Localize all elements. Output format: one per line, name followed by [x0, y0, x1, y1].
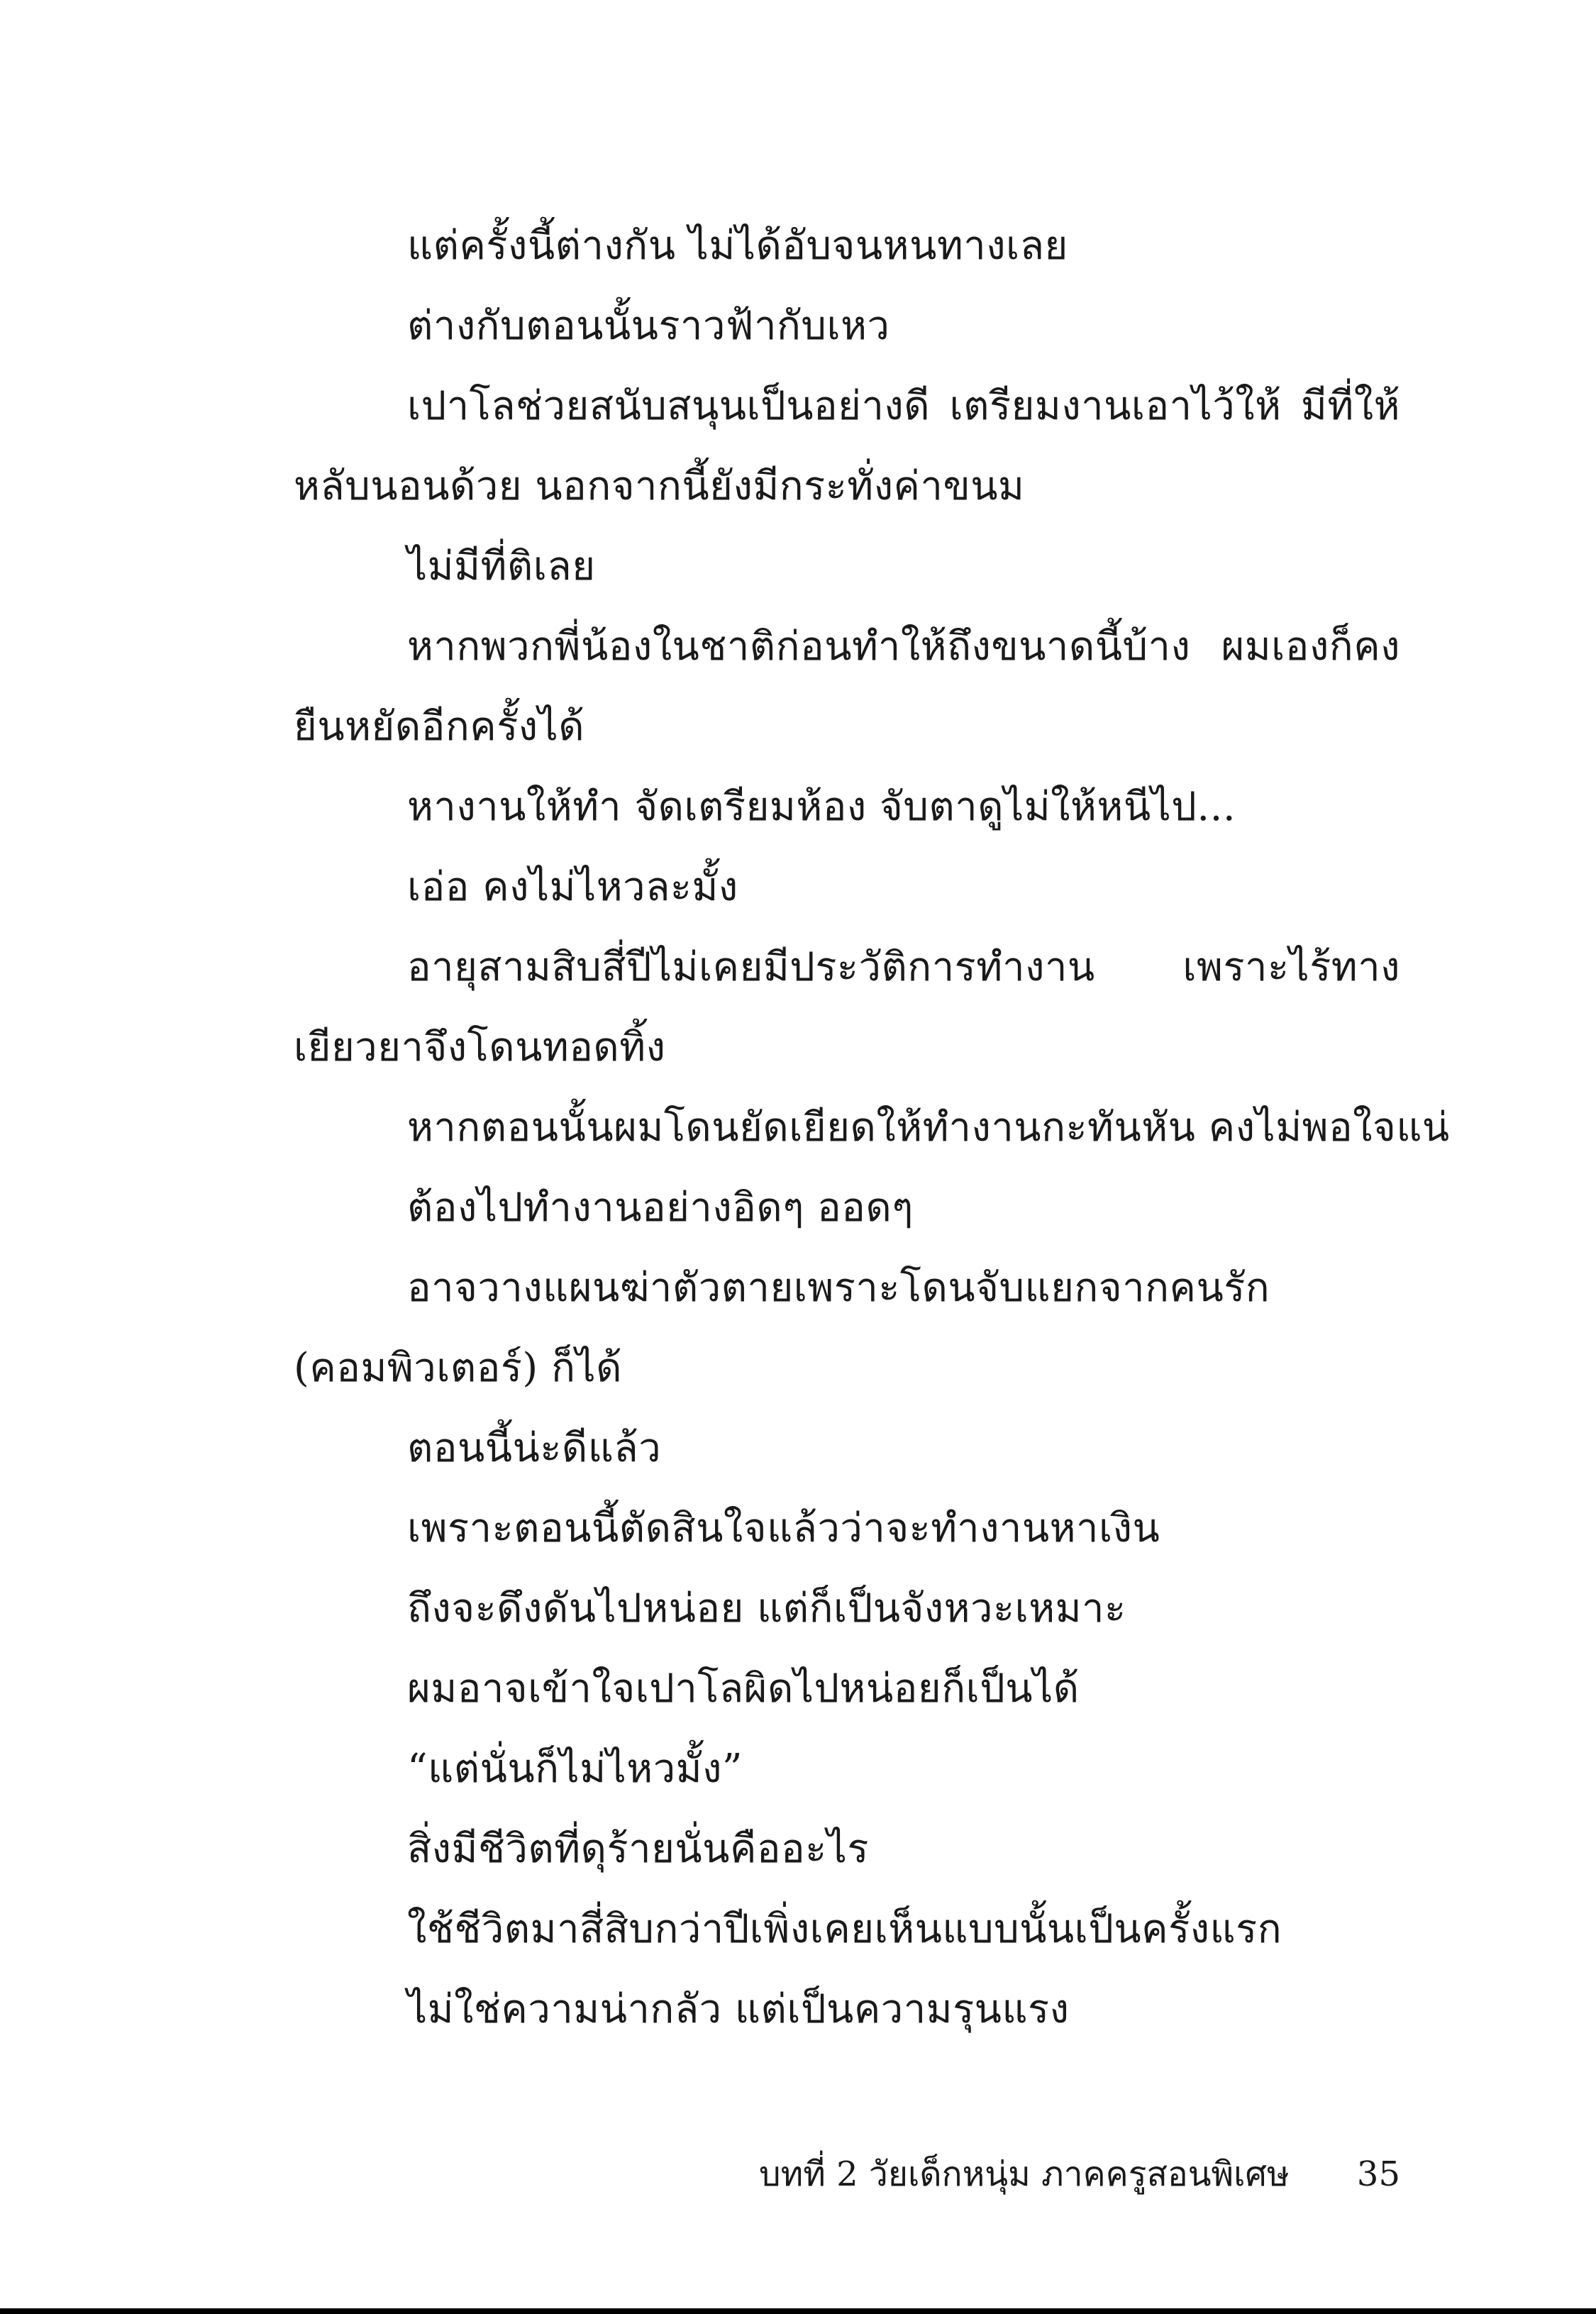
- paragraph: อายุสามสิบสี่ปีไม่เคยมีประวัติการทำงาน เพราะไร้ทางเยียวยาจึงโดนทอดทิ้ง: [294, 944, 1400, 1070]
- paragraph: ต่างกับตอนนั้นราวฟ้ากับเหว: [407, 303, 890, 349]
- paragraph: หางานให้ทำ จัดเตรียมห้อง จับตาดูไม่ให้หนีไป...: [407, 784, 1236, 830]
- paragraph: ไม่ใช่ความน่ากลัว แต่เป็นความรุนแรง: [407, 1986, 1070, 2032]
- paragraph: ตอนนี้น่ะดีแล้ว: [407, 1425, 662, 1471]
- paragraph: อาจวางแผนฆ่าตัวตายเพราะโดนจับแยกจากคนรัก (คอมพิวเตอร์) ก็ได้: [294, 1265, 1270, 1391]
- paragraph: เอ่อ คงไม่ไหวละมั้ง: [407, 864, 738, 910]
- bottom-border: [0, 2308, 1596, 2314]
- paragraph: ใช้ชีวิตมาสี่สิบกว่าปีเพิ่งเคยเห็นแบบนั้นเป็นครั้งแรก: [407, 1906, 1282, 1952]
- running-footer-chapter: บทที่ 2 วัยเด็กหนุ่ม ภาคครูสอนพิเศษ: [759, 2154, 1290, 2194]
- paragraph: สิ่งมีชีวิตที่ดุร้ายนั่นคืออะไร: [407, 1826, 869, 1872]
- paragraph: แต่ครั้งนี้ต่างกัน ไม่ได้อับจนหนทางเลย: [407, 223, 1068, 269]
- page-number: 35: [1356, 2154, 1400, 2194]
- paragraph: ไม่มีที่ติเลย: [407, 543, 596, 589]
- paragraph: หากตอนนั้นผมโดนยัดเยียดให้ทำงานกะทันหัน คงไม่พอใจแน่: [407, 1105, 1450, 1151]
- paragraph: หากพวกพี่น้องในชาติก่อนทำให้ถึงขนาดนี้บ้าง ผมเองก็คงยืนหยัดอีกครั้งได้: [294, 624, 1400, 750]
- body-text: [294, 206, 1450, 2049]
- paragraph: เพราะตอนนี้ตัดสินใจแล้วว่าจะทำงานหาเงิน: [407, 1505, 1160, 1551]
- paragraph: ต้องไปทำงานอย่างอิดๆ ออดๆ: [407, 1185, 914, 1231]
- paragraph: “แต่นั่นก็ไม่ไหวมั้ง”: [407, 1746, 743, 1792]
- paragraph: ถึงจะดึงดันไปหน่อย แต่ก็เป็นจังหวะเหมาะ: [407, 1585, 1126, 1632]
- paragraph: ผมอาจเข้าใจเปาโลผิดไปหน่อยก็เป็นได้: [407, 1666, 1080, 1712]
- paragraph: เปาโลช่วยสนับสนุนเป็นอย่างดี เตรียมงานเอาไว้ให้ มีที่ให้หลับนอนด้วย นอกจากนี้ยังมีกระทั่งค่าขนม: [294, 383, 1400, 509]
- page-footer: [759, 2149, 1400, 2199]
